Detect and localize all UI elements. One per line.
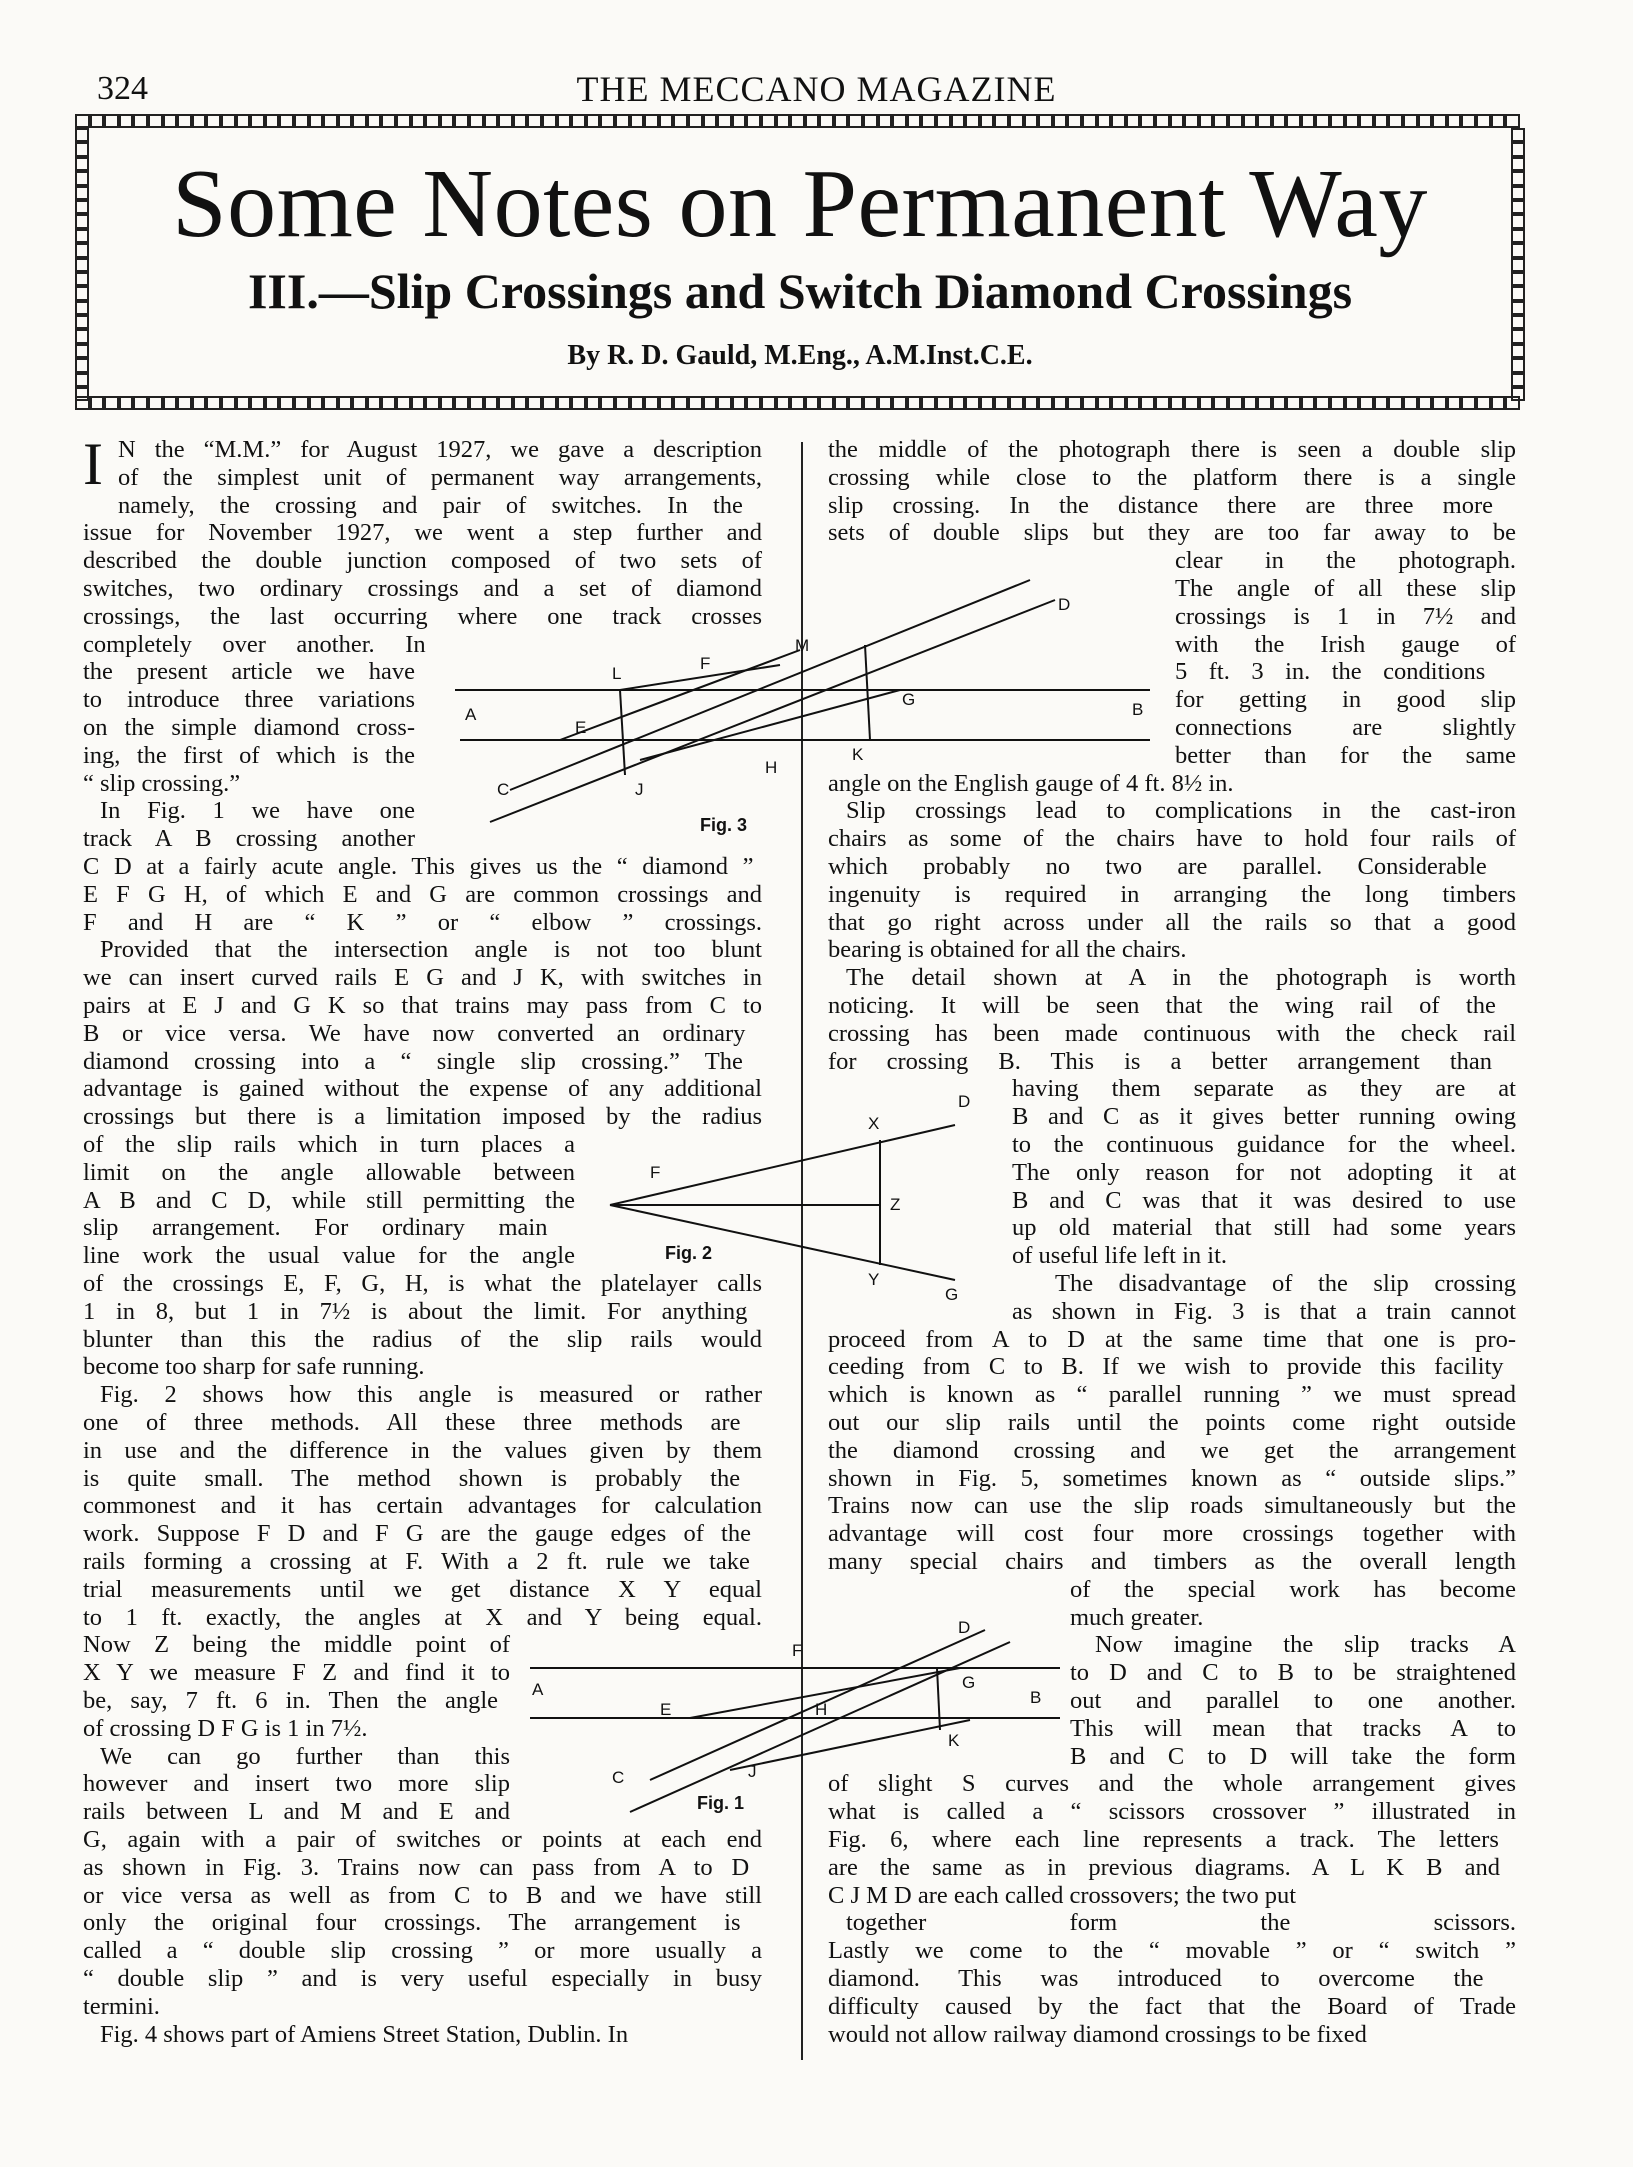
- magazine-title: THE MECCANO MAGAZINE: [576, 69, 1057, 109]
- text-line: work. Suppose F D and F G are the gauge edges of the: [83, 1520, 751, 1548]
- text-line: 1 in 8, but 1 in 7½ is about the limit. For anything: [83, 1297, 748, 1325]
- text-line: The only reason for not adopting it at: [1012, 1158, 1516, 1186]
- text-line: G, again with a pair of switches or points at each end: [83, 1826, 762, 1853]
- fig3-label-g: G: [902, 690, 916, 709]
- fig2-label-f: F: [650, 1163, 661, 1182]
- text-line: Trains now can use the slip roads simultaneously but the: [828, 1492, 1516, 1520]
- fig3-label-f: F: [700, 654, 711, 673]
- text-line: only the original four crossings. The arrangement is: [83, 1909, 741, 1937]
- text-line: Lastly we come to the “ movable ” or “ switch ”: [828, 1937, 1516, 1965]
- text-line: trial measurements until we get distance X Y equal: [83, 1575, 762, 1603]
- fig3-label-c: C: [497, 780, 510, 799]
- text-line: of the crossings E, F, G, H, is what the platelayer calls: [83, 1270, 762, 1297]
- text-line: one of three methods. All these three methods are: [83, 1409, 741, 1436]
- fig1-label-h: H: [815, 1700, 828, 1719]
- text-line: as shown in Fig. 3. Trains now can pass from A to D: [83, 1853, 750, 1881]
- byline: By R. D. Gauld, M.Eng., A.M.Inst.C.E.: [567, 340, 1033, 371]
- fig3-label-h: H: [765, 758, 778, 777]
- text-line: however and insert two more slip: [83, 1770, 510, 1798]
- fig2-label-d: D: [958, 1092, 971, 1111]
- text-line: of the slip rails which in turn places a: [83, 1131, 575, 1158]
- article-title: Some Notes on Permanent Way: [172, 150, 1428, 258]
- text-line: “ slip crossing.”: [83, 769, 241, 797]
- text-line: is quite small. The method shown is probably the: [83, 1464, 741, 1492]
- text-line: diamond. This was introduced to overcome the: [828, 1965, 1484, 1992]
- text-line: advantage is gained without the expense of any additional: [83, 1075, 762, 1103]
- fig2-caption: Fig. 2: [665, 1243, 713, 1263]
- text-line: switches, two ordinary crossings and a set of diamond: [83, 575, 762, 602]
- text-line: to 1 ft. exactly, the angles at X and Y being equal.: [83, 1603, 762, 1631]
- text-line: ing, the first of which is the: [83, 741, 415, 769]
- text-line: of the special work has become: [1070, 1575, 1516, 1603]
- text-line: proceed from A to D at the same time that one is pro-: [828, 1325, 1516, 1353]
- text-line: become too sharp for safe running.: [83, 1353, 425, 1381]
- text-line: blunter than this the radius of the slip rails would: [83, 1325, 762, 1353]
- fig3-label-l: L: [612, 664, 622, 683]
- text-line: better than for the same: [1175, 741, 1516, 769]
- text-line: the diamond crossing and we get the arrangement: [828, 1436, 1516, 1464]
- text-line: termini.: [83, 1992, 160, 2020]
- fig3-label-k: K: [852, 745, 864, 764]
- text-line: B or vice versa. We have now converted an ordinary: [83, 1019, 746, 1047]
- text-line: sets of double slips but they are too far away to be: [828, 519, 1516, 547]
- text-line: are the same as in previous diagrams. A L K B and: [828, 1853, 1500, 1881]
- fig3-label-a: A: [465, 705, 477, 724]
- fig1-label-f: F: [792, 1641, 803, 1660]
- text-line: of crossing D F G is 1 in 7½.: [83, 1714, 368, 1742]
- text-line: with the Irish gauge of: [1175, 630, 1516, 658]
- text-line: commonest and it has certain advantages for calculation: [83, 1492, 762, 1520]
- text-line: In Fig. 1 we have one: [100, 797, 415, 825]
- text-line: diamond crossing into a “ single slip crossing.” The: [83, 1047, 743, 1075]
- text-line: X Y we measure F Z and find it to: [83, 1659, 510, 1687]
- text-line: F and H are “ K ” or “ elbow ” crossings.: [83, 908, 762, 936]
- text-line: to D and C to B to be straightened: [1070, 1659, 1516, 1687]
- text-line: we can insert curved rails E G and J K, with switches in: [83, 964, 762, 992]
- text-line: “ double slip ” and is very useful especially in busy: [83, 1965, 762, 1992]
- cross-g-k: [937, 1668, 940, 1730]
- text-line: advantage will cost four more crossings together with: [828, 1520, 1516, 1548]
- text-line: crossing has been made continuous with the check rail: [828, 1019, 1516, 1047]
- text-line: to the continuous guidance for the wheel.: [1012, 1131, 1516, 1158]
- text-line: out and parallel to one another.: [1070, 1687, 1516, 1714]
- text-line: slip arrangement. For ordinary main: [83, 1214, 548, 1242]
- text-line: C J M D are each called crossovers; the two put: [828, 1881, 1297, 1909]
- text-line: up old material that still had some years: [1012, 1214, 1516, 1242]
- text-line: clear in the photograph.: [1175, 547, 1516, 575]
- fig1-label-e: E: [660, 1700, 672, 1719]
- text-line: for crossing B. This is a better arrangement than: [828, 1047, 1493, 1075]
- text-line: crossings, the last occurring where one track crosses: [83, 602, 762, 630]
- text-line: crossings but there is a limitation imposed by the radius: [83, 1103, 762, 1131]
- text-line: on the simple diamond cross-: [83, 714, 415, 741]
- text-line: limit on the angle allowable between: [83, 1158, 575, 1186]
- fig3-label-e: E: [575, 718, 587, 737]
- text-line: called a “ double slip crossing ” or more usually a: [83, 1937, 762, 1965]
- text-line: bearing is obtained for all the chairs.: [828, 936, 1187, 964]
- text-line: chairs as some of the chairs have to hold four rails of: [828, 825, 1516, 853]
- text-line: track A B crossing another: [83, 825, 415, 853]
- text-line: A B and C D, while still permitting the: [83, 1186, 575, 1214]
- page-number: 324: [97, 70, 148, 107]
- text-line: crossing while close to the platform there is a single: [828, 463, 1516, 491]
- fig1-label-c: C: [612, 1768, 625, 1787]
- text-line: connections are slightly: [1175, 714, 1516, 741]
- text-line: would not allow railway diamond crossings to be fixed: [828, 2020, 1367, 2048]
- text-line: 5 ft. 3 in. the conditions: [1175, 658, 1486, 686]
- fig3-label-b: B: [1132, 700, 1144, 719]
- text-line: C D at a fairly acute angle. This gives us the “ diamond ”: [83, 853, 754, 880]
- fig3-label-m: M: [795, 636, 810, 655]
- text-line: for getting in good slip: [1175, 686, 1516, 714]
- text-line: out our slip rails until the points come right outside: [828, 1409, 1516, 1436]
- fig1-caption: Fig. 1: [697, 1793, 745, 1813]
- text-line: E F G H, of which E and G are common crossings and: [83, 880, 762, 908]
- text-line: ingenuity is required in arranging the long timbers: [828, 880, 1516, 908]
- fig1-label-a: A: [532, 1680, 544, 1699]
- fig1-label-b: B: [1030, 1688, 1042, 1707]
- text-line: Provided that the intersection angle is not too blunt: [100, 936, 762, 964]
- text-line: the present article we have: [83, 658, 415, 686]
- text-line: Fig. 6, where each line represents a track. The letters: [828, 1826, 1499, 1853]
- text-line: issue for November 1927, we went a step further and: [83, 519, 762, 547]
- fig3-label-j: J: [635, 780, 644, 799]
- text-line: which is known as “ parallel running ” we must spread: [828, 1381, 1516, 1409]
- text-line: difficulty caused by the fact that the Board of Trade: [828, 1992, 1516, 2020]
- text-line: many special chairs and timbers as the overall length: [828, 1548, 1516, 1575]
- text-line: The detail shown at A in the photograph is worth: [846, 964, 1516, 992]
- text-line: together form the scissors.: [846, 1909, 1516, 1937]
- text-line: rails forming a crossing at F. With a 2 ft. rule we take: [83, 1548, 750, 1575]
- fig3-label-d: D: [1058, 595, 1071, 614]
- text-line: or vice versa as well as from C to B and we have still: [83, 1881, 762, 1909]
- text-line: Slip crossings lead to complications in the cast-iron: [846, 797, 1516, 825]
- text-line: This will mean that tracks A to: [1070, 1714, 1516, 1742]
- text-line: angle on the English gauge of 4 ft. 8½ in.: [828, 769, 1234, 797]
- text-line: The angle of all these slip: [1175, 575, 1516, 602]
- fig2-label-y: Y: [868, 1270, 880, 1289]
- drop-cap: I: [83, 431, 103, 497]
- text-line: described the double junction composed of two sets of: [83, 547, 762, 575]
- fig1-label-k: K: [948, 1731, 960, 1750]
- fig2-label-g: G: [945, 1285, 959, 1304]
- text-line: of slight S curves and the whole arrangement gives: [828, 1770, 1516, 1798]
- fig1-label-j: J: [748, 1762, 757, 1781]
- text-line: Fig. 4 shows part of Amiens Street Station, Dublin. In: [100, 2020, 629, 2048]
- fig1-label-g: G: [962, 1673, 976, 1692]
- text-line: Now Z being the middle point of: [83, 1631, 510, 1659]
- text-line: N the “M.M.” for August 1927, we gave a description: [118, 436, 762, 463]
- text-line: B and C to D will take the form: [1070, 1742, 1516, 1770]
- text-line: much greater.: [1070, 1603, 1204, 1631]
- text-line: line work the usual value for the angle: [83, 1242, 575, 1270]
- text-line: completely over another. In: [83, 630, 426, 658]
- text-line: crossings is 1 in 7½ and: [1175, 602, 1516, 630]
- text-line: slip crossing. In the distance there are three more: [828, 491, 1493, 519]
- text-line: that go right across under all the rails so that a good: [828, 908, 1516, 936]
- text-line: the middle of the photograph there is seen a double slip: [828, 436, 1516, 463]
- text-line: be, say, 7 ft. 6 in. Then the angle: [83, 1687, 499, 1714]
- text-line: pairs at E J and G K so that trains may pass from C to: [83, 992, 762, 1019]
- text-line: rails between L and M and E and: [83, 1798, 510, 1826]
- fig3-caption: Fig. 3: [700, 815, 748, 835]
- text-line: namely, the crossing and pair of switches. In the: [118, 491, 743, 519]
- text-line: noticing. It will be seen that the wing rail of the: [828, 992, 1496, 1019]
- text-line: having them separate as they are at: [1012, 1075, 1516, 1103]
- text-line: as shown in Fig. 3 is that a train cannot: [1012, 1297, 1516, 1325]
- text-line: B and C was that it was desired to use: [1012, 1186, 1516, 1214]
- text-line: to introduce three variations: [83, 686, 415, 714]
- text-line: B and C as it gives better running owing: [1012, 1103, 1516, 1131]
- text-line: shown in Fig. 5, sometimes known as “ outside slips.”: [828, 1464, 1516, 1492]
- fig1-label-d: D: [958, 1618, 971, 1637]
- text-line: what is called a “ scissors crossover ” illustrated in: [828, 1798, 1516, 1826]
- text-line: of the simplest unit of permanent way arrangements,: [118, 463, 762, 491]
- text-line: ceeding from C to B. If we wish to provide this facility: [828, 1353, 1504, 1381]
- text-line: in use and the difference in the values given by them: [83, 1436, 762, 1464]
- text-line: of useful life left in it.: [1012, 1242, 1227, 1270]
- text-line: We can go further than this: [100, 1742, 510, 1770]
- article-subtitle: III.—Slip Crossings and Switch Diamond Crossings: [247, 263, 1353, 319]
- text-line: Now imagine the slip tracks A: [1095, 1631, 1516, 1659]
- fig2-label-z: Z: [890, 1195, 901, 1214]
- text-line: which probably no two are parallel. Considerable: [828, 853, 1487, 880]
- text-line: The disadvantage of the slip crossing: [1055, 1270, 1516, 1297]
- text-line: Fig. 2 shows how this angle is measured or rather: [100, 1381, 762, 1409]
- fig2-label-x: X: [868, 1114, 880, 1133]
